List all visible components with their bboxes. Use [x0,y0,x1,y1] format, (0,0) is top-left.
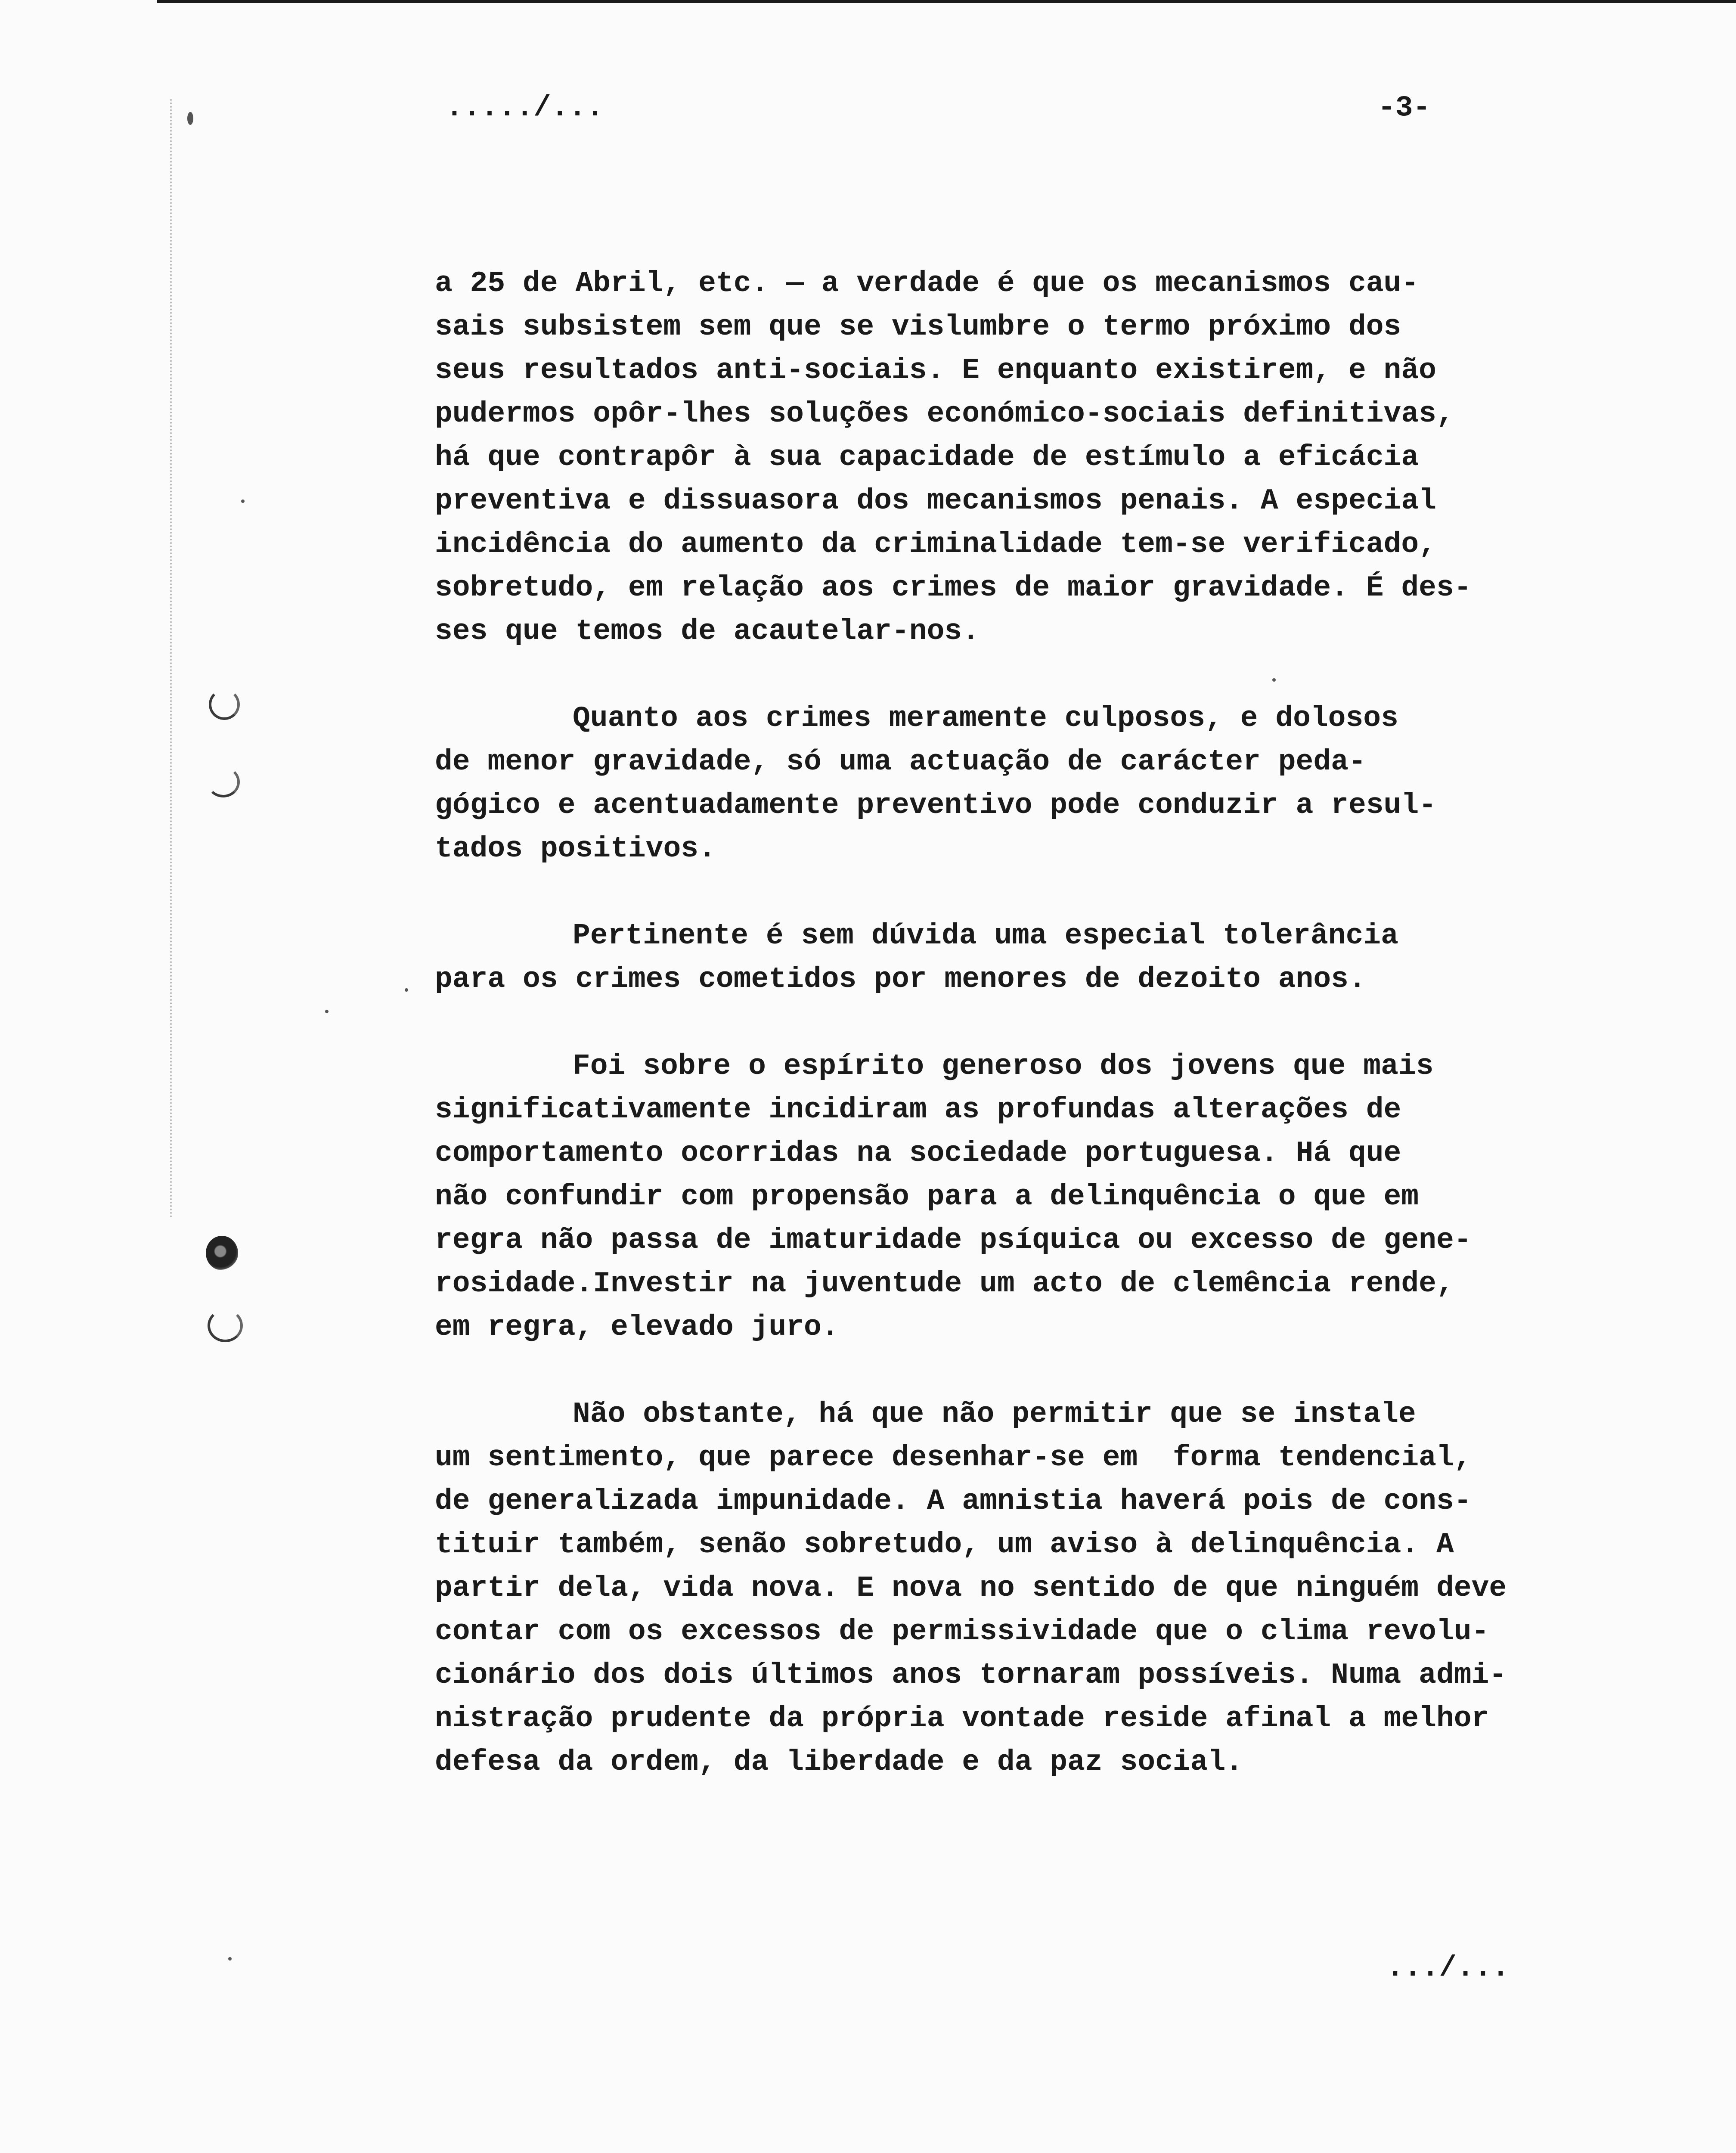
text-line: contar com os excessos de permissividade que o clima revolu- [435,1615,1489,1648]
text-line: um sentimento, que parece desenhar-se em forma tendencial, [435,1441,1472,1474]
text-line: incidência do aumento da criminalidade tem-se verificado, [435,528,1436,561]
text-line: partir dela, vida nova. E nova no sentido de que ninguém deve [435,1572,1507,1605]
text-line: tituir também, senão sobretudo, um aviso à delinquência. A [435,1528,1454,1561]
document-body [435,262,1507,1784]
text-line: gógico e acentuadamente preventivo pode conduzir a resul- [435,789,1436,822]
punch-hole-icon [209,689,240,720]
scan-speck [405,988,408,992]
page-number: -3- [1378,91,1431,124]
text-line: ses que temos de acautelar-nos. [435,615,980,648]
text-line: sobretudo, em relação aos crimes de maior gravidade. É des- [435,571,1472,605]
text-line: rosidade.Investir na juventude um acto de clemência rende, [435,1267,1454,1300]
text-line: a 25 de Abril, etc. — a verdade é que os mecanismos cau- [435,267,1419,300]
text-line: preventiva e dissuasora dos mecanismos penais. A especial [435,484,1436,518]
scan-speck [228,1957,232,1961]
text-line: seus resultados anti-sociais. E enquanto existirem, e não [435,354,1436,387]
scan-speck [187,112,193,125]
paragraph [435,1393,1507,1784]
text-line: pudermos opôr-lhes soluções económico-sociais definitivas, [435,397,1454,431]
paragraph [435,1045,1507,1349]
scan-speck [241,499,245,503]
text-line: em regra, elevado juro. [435,1311,839,1344]
punch-hole-icon [207,766,240,797]
text-line: Quanto aos crimes meramente culposos, e dolosos [573,702,1398,735]
punch-hole-icon [208,1309,243,1342]
paragraph [435,914,1507,1001]
punch-hole-icon [206,1236,238,1270]
text-line: Pertinente é sem dúvida uma especial tolerância [573,919,1398,952]
paragraph [435,262,1507,653]
text-line: Não obstante, há que não permitir que se instale [573,1398,1416,1431]
text-line: não confundir com propensão para a delinquência o que em [435,1180,1419,1213]
paragraph [435,697,1507,871]
text-line: comportamento ocorridas na sociedade portuguesa. Há que [435,1137,1401,1170]
text-line: Foi sobre o espírito generoso dos jovens que mais [573,1050,1434,1083]
continuation-marker-top: ...../... [446,91,604,124]
text-line: tados positivos. [435,832,716,866]
text-line: de menor gravidade, só uma actuação de carácter peda- [435,745,1366,779]
continuation-marker-bottom: .../... [1386,1951,1510,1985]
scan-speck [325,1010,329,1013]
text-line: nistração prudente da própria vontade reside afinal a melhor [435,1702,1489,1735]
text-line: defesa da ordem, da liberdade e da paz social. [435,1746,1243,1779]
text-line: de generalizada impunidade. A amnistia haverá pois de cons- [435,1485,1472,1518]
text-line: regra não passa de imaturidade psíquica ou excesso de gene- [435,1224,1472,1257]
top-edge-rule [157,0,1736,3]
text-line: para os crimes cometidos por menores de dezoito anos. [435,963,1366,996]
binder-edge-marks [170,99,175,1219]
text-line: cionário dos dois últimos anos tornaram possíveis. Numa admi- [435,1659,1507,1692]
text-line: há que contrapôr à sua capacidade de estímulo a eficácia [435,441,1419,474]
text-line: significativamente incidiram as profundas alterações de [435,1093,1401,1126]
text-line: sais subsistem sem que se vislumbre o termo próximo dos [435,310,1401,344]
